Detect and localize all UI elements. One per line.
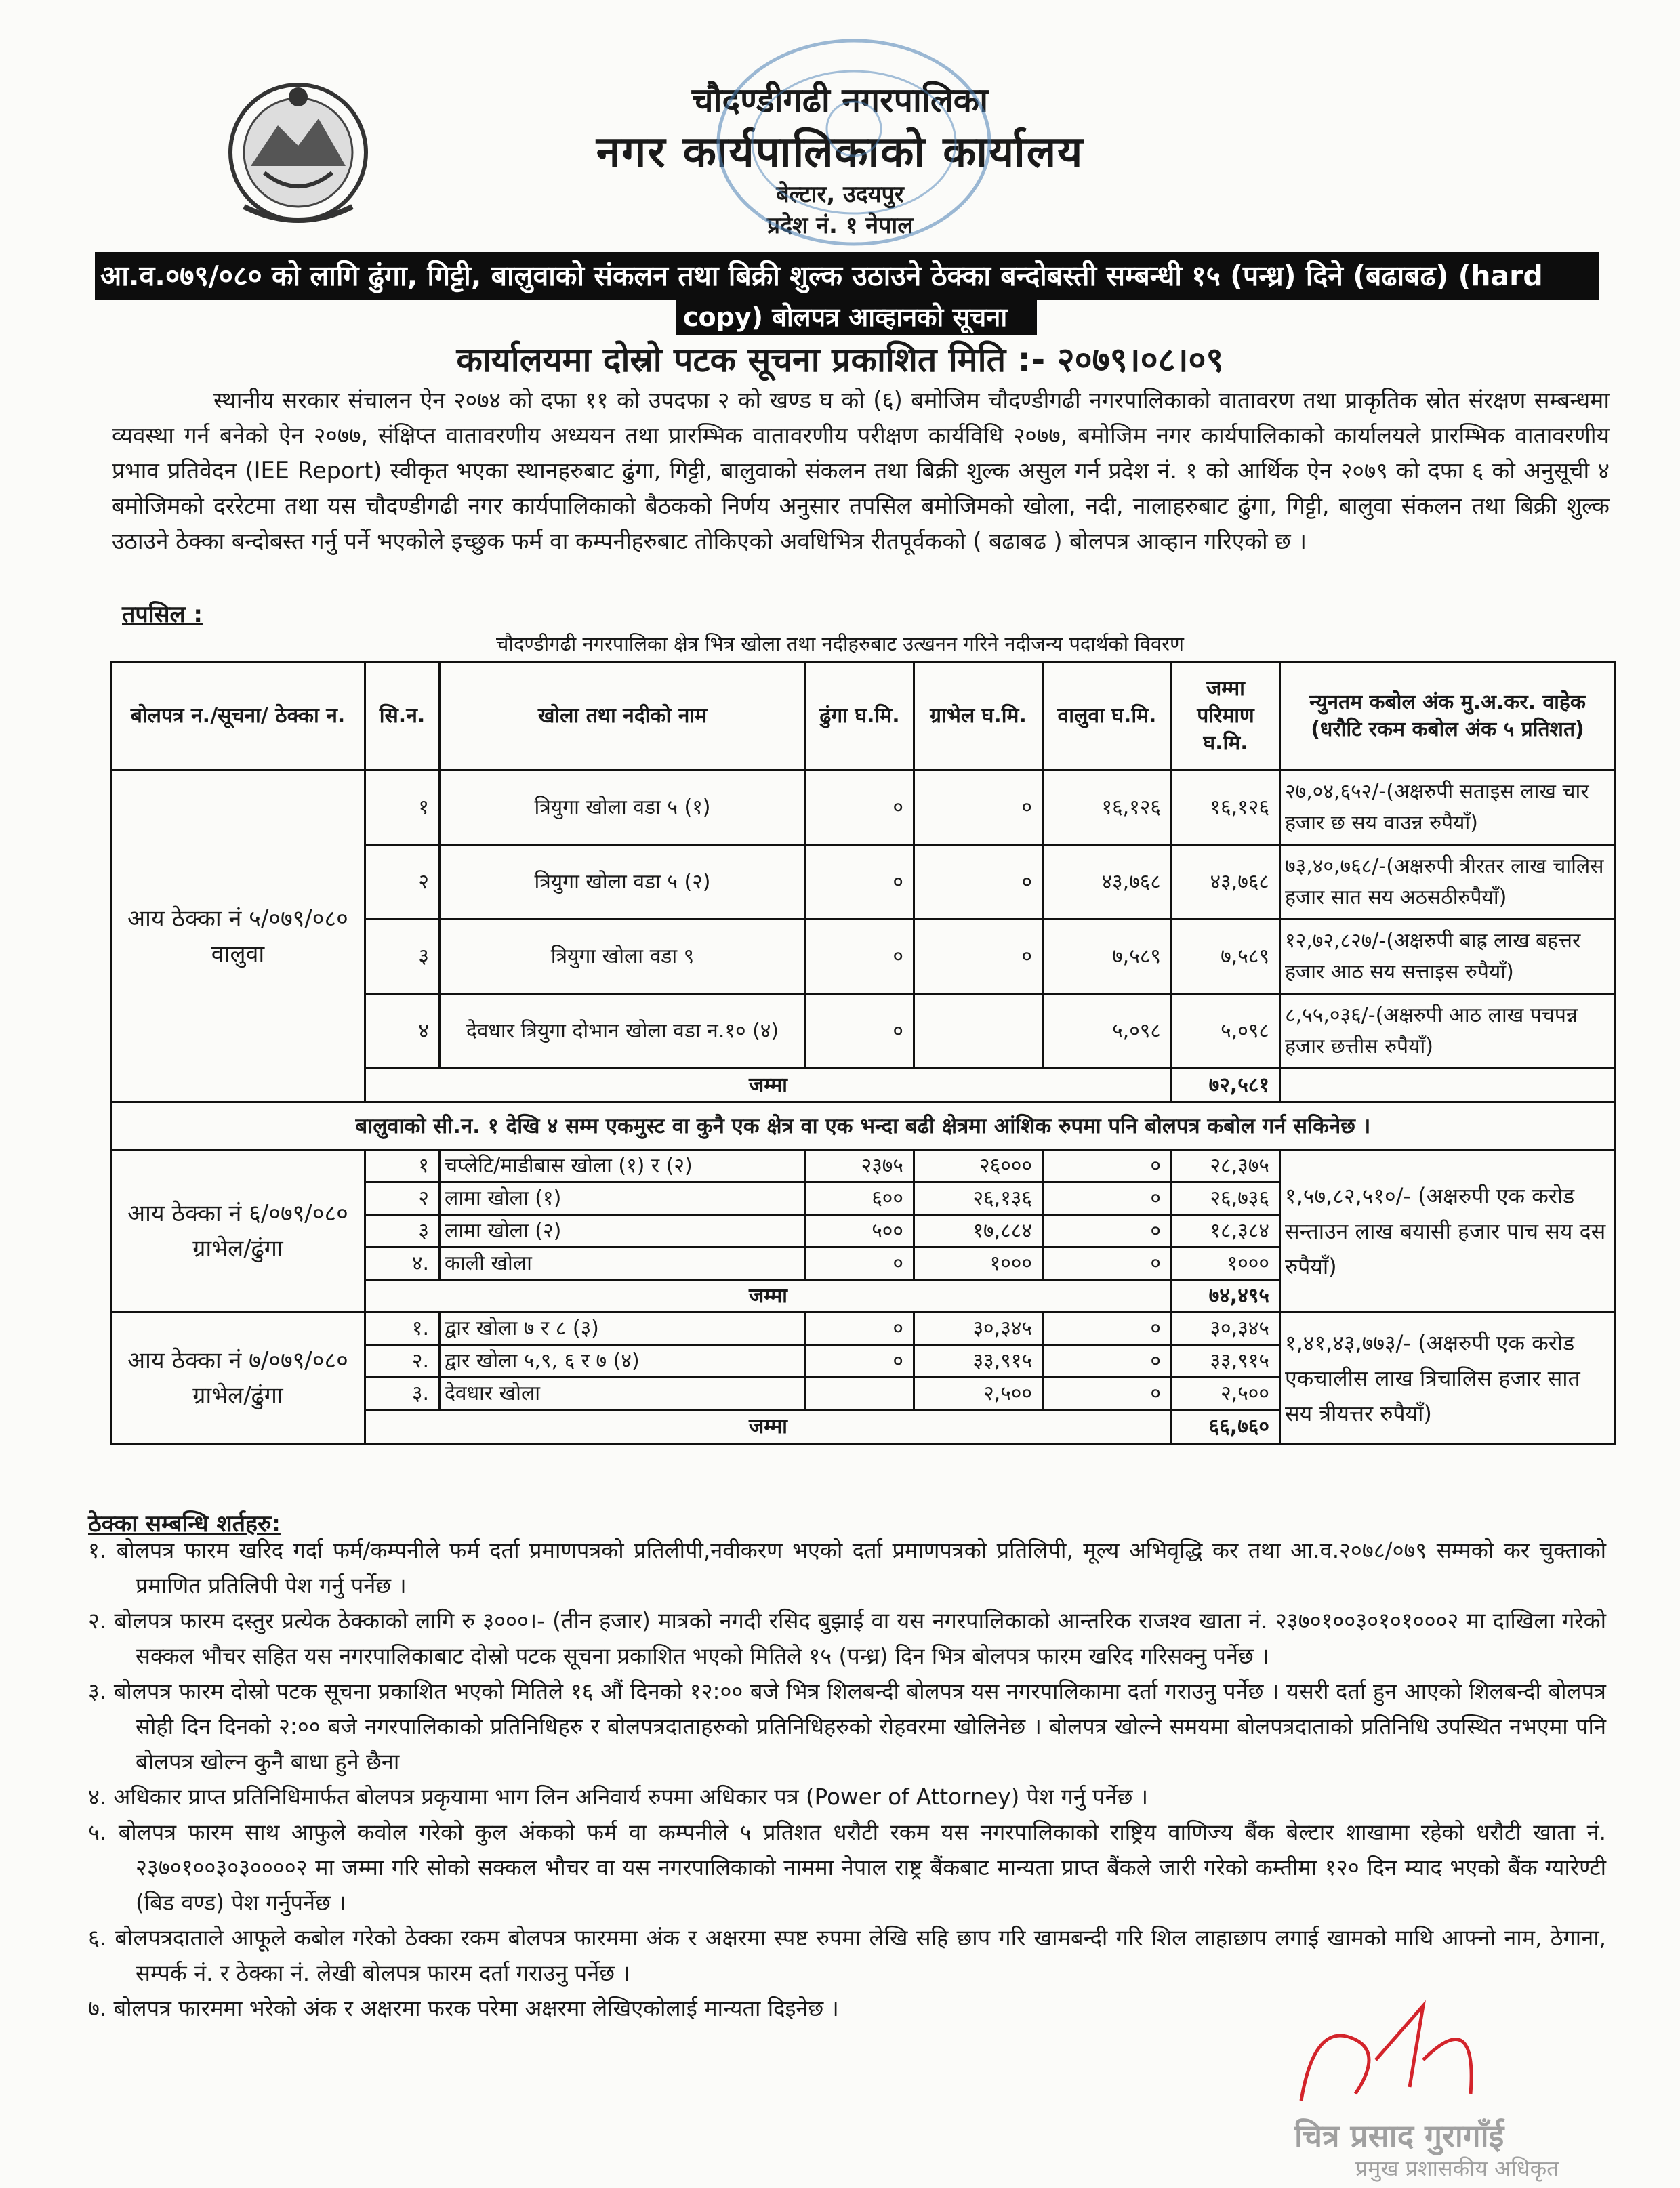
table-row: [111, 1313, 1616, 1345]
cell-stone: ५००: [806, 1215, 914, 1247]
cell-amount: १,४१,४३,७७३/- (अक्षरुपी एक करोड एकचालीस लाख त्रिचालिस हजार सात सय त्रीयत्तर रुपैयाँ): [1280, 1313, 1616, 1444]
cell-stone: ०: [806, 1247, 914, 1280]
cell-amount: १२,७२,८२७/-(अक्षरुपी बाह्र लाख बहत्तर हजार आठ सय सत्ताइस रुपैयाँ): [1280, 920, 1616, 994]
cell-total: २६,७३६: [1172, 1182, 1280, 1215]
cell-gravel: ३०,३४५: [914, 1313, 1043, 1345]
total-value: ६६,७६०: [1172, 1410, 1280, 1444]
cell-sand: ०: [1043, 1378, 1172, 1410]
publication-date: कार्यालयमा दोस्रो पटक सूचना प्रकाशित मिति :- २०७९।०८।०९: [456, 340, 1224, 379]
cell-sand: ४३,७६८: [1043, 845, 1172, 920]
schedule-label: तपसिल :: [122, 601, 203, 628]
condition-item: १. बोलपत्र फारम खरिद गर्दा फर्म/कम्पनीले फर्म दर्ता प्रमाणपत्रको प्रतिलीपी,नवीकरण भएको दर्ता प्रमाणपत्रको प्रतिलिपी, मूल्य अभिवृद्धि कर तथा आ.व.२०७८/०७९ सम्मको कर चुक्ताको प्रमाणित प्रतिलिपी पेश गर्नु पर्नेछ ।: [88, 1537, 1606, 1598]
contract-label: आय ठेक्का नं ५/०७९/०८० वालुवा: [111, 770, 365, 1102]
cell-total: १६,१२६: [1172, 770, 1280, 845]
signatory-name: चित्र प्रसाद गुरागाँई: [1294, 2118, 1504, 2154]
province: प्रदेश नं. १ नेपाल: [766, 212, 914, 239]
cell-sand: ०: [1043, 1150, 1172, 1182]
municipality-name: चौदण्डीगढी नगरपालिका: [691, 81, 989, 120]
cell-gravel: २,५००: [914, 1378, 1043, 1410]
cell-stone: ०: [806, 1313, 914, 1345]
cell-total: ३०,३४५: [1172, 1313, 1280, 1345]
cell-sn: २: [365, 845, 440, 920]
conditions-list: [88, 1533, 1606, 2026]
col-header: ढुंगा घ.मि.: [806, 662, 914, 770]
cell-sand: ०: [1043, 1215, 1172, 1247]
cell-river-name: द्वार खोला ५,९, ६ र ७ (४): [440, 1345, 806, 1378]
condition-item: ३. बोलपत्र फारम दोस्रो पटक सूचना प्रकाशित भएको मितिले १६ औं दिनको १२:०० बजे भित्र शिलबन्दी बोलपत्र यस नगरपालिकामा दर्ता गराउनु पर्नेछ । यसरी दर्ता हुन आएको शिलबन्दी बोलपत्र सोही दिन दिनको २:०० बजे नगरपालिकाको प्रतिनिधिहरु र बोलपत्रदाताहरुको प्रतिनिधिहरुको रोहवरमा खोलिनेछ । बोलपत्र खोल्ने समयमा बोलपत्रदाताको प्रतिनिधि उपस्थित नभएमा पनि बोलपत्र खोल्न कुनै बाधा हुने छैना: [88, 1678, 1606, 1775]
condition-item: २. बोलपत्र फारम दस्तुर प्रत्येक ठेक्काको लागि रु ३०००।- (तीन हजार) मात्रको नगदी रसिद बुझाई वा यस नगरपालिकाको आन्तरिक राजश्व खाता नं. २३७०१००३०१०१०००२ मा दाखिला गरेको सक्कल भौचर सहित यस नगरपालिकाबाट दोस्रो पटक सूचना प्रकाशित भएको मितिले १५ (पन्ध्र) दिन भित्र बोलपत्र फारम खरिद गरिसक्नु पर्नेछ ।: [88, 1608, 1606, 1669]
cell-gravel: ०: [914, 845, 1043, 920]
table-header-row: [111, 662, 1616, 770]
cell-sn: १: [365, 1150, 440, 1182]
contract-table: [110, 661, 1616, 1445]
notice-title-line2: copy) बोलपत्र आव्हानको सूचना: [676, 300, 1037, 335]
cell-gravel: १७,८८४: [914, 1215, 1043, 1247]
cell-sn: ४.: [365, 1247, 440, 1280]
condition-item: ५. बोलपत्र फारम साथ आफुले कवोल गरेको कुल अंकको फर्म वा कम्पनीले ५ प्रतिशत धरौटी रकम यस नगरपालिकाको राष्ट्रिय वाणिज्य बैंक बेल्टार शाखामा रहेको धरौटी खाता नं. २३७०१००३०३००००२ मा जम्मा गरि सोको सक्कल भौचर वा यस नगरपालिकाको नाममा नेपाल राष्ट्र बैंकबाट मान्यता प्राप्त बैंकले जारी गरेको कम्तीमा १२० दिन म्याद भएको बैंक ग्यारेण्टी (बिड वण्ड) पेश गर्नुपर्नेछ ।: [88, 1819, 1606, 1916]
cell-sand: १६,१२६: [1043, 770, 1172, 845]
col-header: न्युनतम कबोल अंक मु.अ.कर. वाहेक (धरौटि रकम कबोल अंक ५ प्रतिशत): [1280, 662, 1616, 770]
cell-sand: ५,०९८: [1043, 994, 1172, 1069]
cell-gravel: [914, 994, 1043, 1069]
cell-stone: ०: [806, 920, 914, 994]
total-label: जम्मा: [365, 1410, 1172, 1444]
cell-sn: १: [365, 770, 440, 845]
intro-paragraph: स्थानीय सरकार संचालन ऐन २०७४ को दफा ११ को उपदफा २ को खण्ड घ को (६) बमोजिम चौदण्डीगढी नगरपालिकाको वातावरण तथा प्राकृतिक स्रोत संरक्षण सम्बन्धमा व्यवस्था गर्न बनेको ऐन २०७७, संक्षिप्त वातावरणीय अध्ययन तथा प्रारम्भिक वातावरणीय परीक्षण कार्यविधि २०७७, बमोजिम नगर कार्यपालिकाको कार्यालयले प्रारम्भिक वातावरणीय प्रभाव प्रतिवेदन (IEE Report) स्वीकृत भएका स्थानहरुबाट ढुंगा, गिट्टी, बालुवाको संकलन तथा बिक्री शुल्क असुल गर्न प्रदेश नं. १ को आर्थिक ऐन २०७९ को दफा ६ को अनुसूची ४ बमोजिमको दररेटमा तथा यस चौदण्डीगढी नगर कार्यपालिकाको बैठकको निर्णय अनुसार तपसिल बमोजिमको खोला, नदी, नालाहरुबाट ढुंगा, गिट्टी, बालुवा संकलन तथा बिक्री शुल्क उठाउने ठेक्का बन्दोबस्त गर्नु पर्ने भएकोले इच्छुक फर्म वा कम्पनीहरुबाट तोकिएको अवधिभित्र रीतपूर्वकको ( बढाबढ ) बोलपत्र आव्हान गरिएको छ ।: [112, 387, 1610, 554]
cell-stone: ६००: [806, 1182, 914, 1215]
table-note-row: [111, 1102, 1616, 1150]
conditions-heading: ठेक्का सम्बन्धि शर्तहरु:: [88, 1510, 281, 1537]
table-note: बालुवाको सी.न. १ देखि ४ सम्म एकमुस्ट वा कुनै एक क्षेत्र वा एक भन्दा बढी क्षेत्रमा आंशिक रुपमा पनि बोलपत्र कबोल गर्न सकिनेछ ।: [111, 1102, 1616, 1150]
contract-label: आय ठेक्का नं ७/०७९/०८० ग्राभेल/ढुंगा: [111, 1313, 365, 1444]
cell-total: १८,३८४: [1172, 1215, 1280, 1247]
cell-sand: ०: [1043, 1182, 1172, 1215]
cell-river-name: लामा खोला (१): [440, 1182, 806, 1215]
col-header: ग्राभेल घ.मि.: [914, 662, 1043, 770]
office-seal-stamp: [705, 27, 1003, 257]
cell-stone: ०: [806, 770, 914, 845]
cell-amount: २७,०४,६५२/-(अक्षरुपी सताइस लाख चार हजार छ सय वाउन्न रुपैयाँ): [1280, 770, 1616, 845]
contract-label: आय ठेक्का नं ६/०७९/०८० ग्राभेल/ढुंगा: [111, 1150, 365, 1313]
cell-sn: ३.: [365, 1378, 440, 1410]
cell-river-name: त्रियुगा खोला वडा ५ (१): [440, 770, 806, 845]
cell-gravel: २६,१३६: [914, 1182, 1043, 1215]
cell-sand: ०: [1043, 1247, 1172, 1280]
col-header: सि.न.: [365, 662, 440, 770]
cell-total: २,५००: [1172, 1378, 1280, 1410]
condition-item: ४. अधिकार प्राप्त प्रतिनिधिमार्फत बोलपत्र प्रकृयामा भाग लिन अनिवार्य रुपमा अधिकार पत्र (Power of Attorney) पेश गर्नु पर्नेछ ।: [88, 1784, 1149, 1810]
total-label: जम्मा: [365, 1069, 1172, 1102]
total-value: ७२,५८१: [1172, 1069, 1280, 1102]
total-value: ७४,४९५: [1172, 1280, 1280, 1313]
cell-river-name: त्रियुगा खोला वडा ९: [440, 920, 806, 994]
cell-sn: ३: [365, 1215, 440, 1247]
cell-gravel: १०००: [914, 1247, 1043, 1280]
cell-amount: ७३,४०,७६८/-(अक्षरुपी त्रीरतर लाख चालिस हजार सात सय अठसठीरुपैयाँ): [1280, 845, 1616, 920]
cell-total: ४३,७६८: [1172, 845, 1280, 920]
office-address: बेल्टार, उदयपुर: [776, 181, 904, 208]
cell-gravel: २६०००: [914, 1150, 1043, 1182]
cell-gravel: ३३,९१५: [914, 1345, 1043, 1378]
col-header: वालुवा घ.मि.: [1043, 662, 1172, 770]
cell-total: ७,५८९: [1172, 920, 1280, 994]
cell-total: २८,३७५: [1172, 1150, 1280, 1182]
signature-block: [1274, 1979, 1654, 2182]
cell-river-name: लामा खोला (२): [440, 1215, 806, 1247]
cell-stone: २३७५: [806, 1150, 914, 1182]
cell-total: ५,०९८: [1172, 994, 1280, 1069]
cell-stone: [806, 1378, 914, 1410]
cell-sand: ०: [1043, 1345, 1172, 1378]
cell-sn: ३: [365, 920, 440, 994]
cell-sand: ०: [1043, 1313, 1172, 1345]
cell-river-name: देवधार त्रियुगा दोभान खोला वडा न.१० (४): [440, 994, 806, 1069]
cell-sn: २: [365, 1182, 440, 1215]
cell-stone: ०: [806, 845, 914, 920]
cell-sn: २.: [365, 1345, 440, 1378]
col-header: बोलपत्र न./सूचना/ ठेक्का न.: [111, 662, 365, 770]
cell-gravel: ०: [914, 770, 1043, 845]
table-row: [111, 770, 1616, 845]
col-header: खोला तथा नदीको नाम: [440, 662, 806, 770]
cell-stone: ०: [806, 994, 914, 1069]
cell-total: १०००: [1172, 1247, 1280, 1280]
cell-river-name: देवधार खोला: [440, 1378, 806, 1410]
total-label: जम्मा: [365, 1280, 1172, 1313]
signatory-title: प्रमुख प्रशासकीय अधिकृत: [1355, 2155, 1559, 2181]
condition-item: ७. बोलपत्र फारममा भरेको अंक र अक्षरमा फरक परेमा अक्षरमा लेखिएकोलाई मान्यता दिइनेछ ।: [88, 1996, 839, 2021]
cell-river-name: द्वार खोला ७ र ८ (३): [440, 1313, 806, 1345]
table-row: [111, 1150, 1616, 1182]
cell-sand: ७,५८९: [1043, 920, 1172, 994]
cell-stone: ०: [806, 1345, 914, 1378]
notice-title-line1: आ.व.०७९/०८० को लागि ढुंगा, गिट्टी, बालुवाको संकलन तथा बिक्री शुल्क उठाउने ठेक्का बन्दोबस्ती सम्बन्धी १५ (पन्ध्र) दिने (बढाबढ) (hard: [95, 252, 1599, 300]
cell-river-name: काली खोला: [440, 1247, 806, 1280]
cell-river-name: चप्लेटि/माडीबास खोला (१) र (२): [440, 1150, 806, 1182]
cell-total: ३३,९१५: [1172, 1345, 1280, 1378]
cell-amount: १,५७,८२,५१०/- (अक्षरुपी एक करोड सन्ताउन लाख बयासी हजार पाच सय दस रुपैयाँ): [1280, 1150, 1616, 1313]
cell-sn: ४: [365, 994, 440, 1069]
office-name: नगर कार्यपालिकाको कार्यालय: [596, 127, 1084, 178]
table-caption: चौदण्डीगढी नगरपालिका क्षेत्र भित्र खोला तथा नदीहरुबाट उत्खनन गरिने नदीजन्य पदार्थको विवरण: [496, 632, 1184, 655]
condition-item: ६. बोलपत्रदाताले आफूले कबोल गरेको ठेक्का रकम बोलपत्र फारममा अंक र अक्षरमा स्पष्ट रुपमा लेखि सहि छाप गरि खामबन्दी गरि शिल लाहाछाप लगाई खामको माथि आफ्नो नाम, ठेगाना, सम्पर्क नं. र ठेक्का नं. लेखी बोलपत्र फारम दर्ता गराउनु पर्नेछ ।: [88, 1925, 1606, 1986]
cell-amount: ८,५५,०३६/-(अक्षरुपी आठ लाख पचपन्न हजार छत्तीस रुपैयाँ): [1280, 994, 1616, 1069]
cell-river-name: त्रियुगा खोला वडा ५ (२): [440, 845, 806, 920]
col-header: जम्मा परिमाण घ.मि.: [1172, 662, 1280, 770]
cell-sn: १.: [365, 1313, 440, 1345]
cell-gravel: ०: [914, 920, 1043, 994]
